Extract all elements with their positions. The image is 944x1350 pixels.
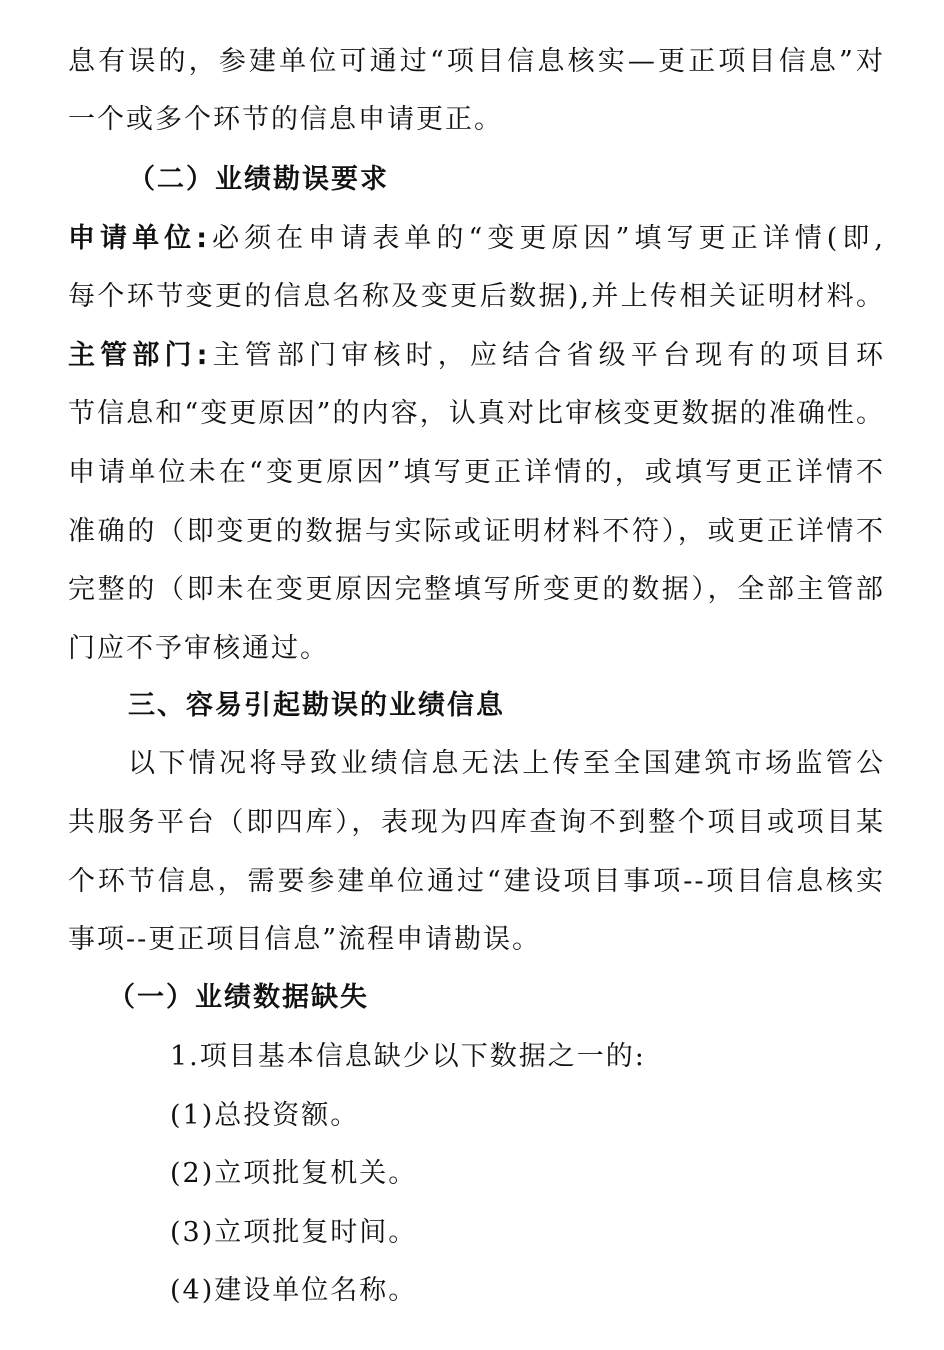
paragraph-line: 共服务平台（即四库），表现为四库查询不到整个项目或项目某 [68,807,885,838]
paragraph-line: 准确的（即变更的数据与实际或证明材料不符），或更正详情不 [68,516,885,547]
section-heading: （二）业绩勘误要求 [128,164,389,195]
paragraph-line: 主管部门:主管部门审核时，应结合省级平台现有的项目环 [68,340,885,371]
list-item: (4)建设单位名称。 [170,1275,418,1306]
paragraph-line: 申请单位未在“变更原因”填写更正详情的，或填写更正详情不 [68,457,885,488]
role-label: 主管部门: [68,340,210,371]
role-label: 申请单位: [68,223,210,254]
paragraph-line: 一个或多个环节的信息申请更正。 [68,104,503,135]
list-item: (3)立项批复时间。 [170,1217,418,1248]
paragraph-line: 事项--更正项目信息”流程申请勘误。 [68,924,542,955]
paragraph-line: 完整的（即未在变更原因完整填写所变更的数据），全部主管部 [68,574,885,605]
section-heading: 三、容易引起勘误的业绩信息 [128,690,505,721]
paragraph-line: 个环节信息，需要参建单位通过“建设项目事项--项目信息核实 [68,866,885,897]
paragraph-line: 以下情况将导致业绩信息无法上传至全国建筑市场监管公 [128,748,885,779]
subsection-heading: （一）业绩数据缺失 [108,982,369,1013]
list-intro: 1.项目基本信息缺少以下数据之一的: [170,1041,646,1072]
list-item: (2)立项批复机关。 [170,1158,418,1189]
paragraph-line: 门应不予审核通过。 [68,633,329,664]
paragraph-line: 息有误的，参建单位可通过“项目信息核实—更正项目信息”对 [68,46,885,77]
paragraph-line: 节信息和“变更原因”的内容，认真对比审核变更数据的准确性。 [68,398,885,429]
paragraph-line: 申请单位:必须在申请表单的“变更原因”填写更正详情(即, [68,223,885,254]
list-item: (1)总投资额。 [170,1100,360,1131]
paragraph-line: 每个环节变更的信息名称及变更后数据),并上传相关证明材料。 [68,281,885,312]
